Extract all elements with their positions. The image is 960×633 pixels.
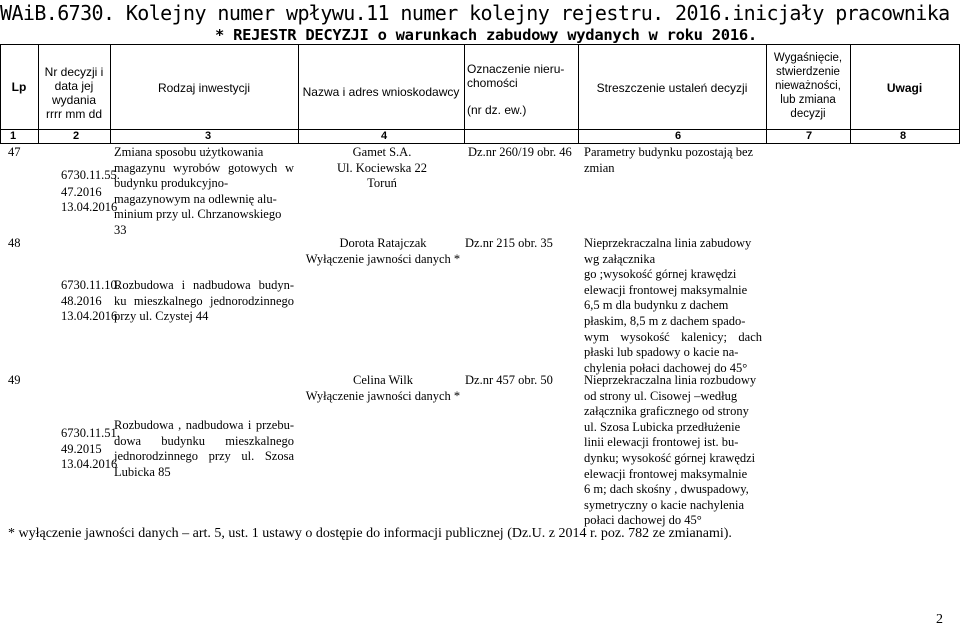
row-investment-type: Rozbudowa i nadbudowa budyn- ku mieszkalnego jednorodzinnego przy ul. Czystej 44	[114, 278, 294, 324]
row-decision-number: 6730.11.55. 47.2016 13.04.2016	[61, 168, 120, 215]
page-number: 2	[936, 612, 943, 627]
header-lp: Lp	[11, 80, 27, 94]
row-property: Dz.nr 215 obr. 35	[465, 236, 553, 250]
header-investment-type: Rodzaj inwestycji	[157, 81, 251, 95]
row-summary: Parametry budynku pozostają bez zmian	[584, 145, 754, 175]
row-summary: Nieprzekraczalna linia rozbudowy od strony ul. Cisowej –według załącznika graficznego od strony ul. Szosa Lubicka przedłużenie linii elewacji frontowej ist. bu- dynku; wysokość górnej krawędzi elewacji frontowej maksymalnie 6 m; dach skośny , dwuspadowy, symetryczny o kacie nachylenia połaci dachowej do 45°	[584, 373, 757, 528]
row-investment-type: Zmiana sposobu użytkowania magazynu wyrobów gotowych w budynku produkcyjno- magazynowym na odlewnię alu- minium przy ul. Chrzanowskiego 33	[114, 145, 294, 237]
row-decision-number: 6730.11.10. 48.2016 13.04.2016	[61, 278, 120, 324]
row-lp: 49	[8, 373, 21, 387]
column-number: 4	[381, 130, 388, 142]
header-expiry: Wygaśnięcie, stwierdzenie nieważności, lub zmiana decyzji	[773, 52, 843, 120]
column-number: 8	[900, 130, 907, 142]
column-number: 3	[205, 130, 212, 142]
row-property: Dz.nr 260/19 obr. 46	[468, 145, 572, 159]
row-applicant: Celina Wilk Wyłączenie jawności danych *	[305, 373, 461, 403]
column-number: 2	[73, 130, 80, 142]
row-property: Dz.nr 457 obr. 50	[465, 373, 553, 387]
row-summary: Nieprzekraczalna linia zabudowy wg załącznika go ;wysokość górnej krawędzi elewacji frontowej maksymalnie 6,5 m dla budynku z dachem płaskim, 8,5 m z dachem spado- wym wysokość kalenicy; dach płaski lub spadowy o kacie na- chylenia połaci dachowej do 45°	[584, 236, 762, 375]
column-number: 7	[806, 130, 813, 142]
row-lp: 48	[8, 236, 21, 250]
header-property: Oznaczenie nieru- chomości (nr dz. ew.)	[467, 62, 565, 117]
header-applicant: Nazwa i adres wnioskodawcy	[302, 85, 460, 99]
row-investment-type: Rozbudowa , nadbudowa i przebu- dowa budynku mieszkalnego jednorodzinnego przy ul. Szosa Lubicka 85	[114, 418, 294, 479]
header-summary: Streszczenie ustaleń decyzji	[596, 81, 748, 95]
column-number: 1	[10, 130, 17, 142]
row-decision-number: 6730.11.51. 49.2015 13.04.2016	[61, 426, 120, 472]
row-applicant: Dorota Ratajczak Wyłączenie jawności danych *	[305, 236, 461, 266]
header-notes: Uwagi	[886, 81, 923, 95]
footnote: * wyłączenie jawności danych – art. 5, ust. 1 ustawy o dostępie do informacji publicznej (Dz.U. z 2014 r. poz. 782 ze zmianami).	[8, 526, 732, 541]
column-number: 6	[675, 130, 682, 142]
row-applicant: Gamet S.A. Ul. Kociewska 22 Toruń	[337, 145, 427, 191]
register-subtitle: * REJESTR DECYZJI o warunkach zabudowy wydanych w roku 2016.	[215, 26, 757, 44]
row-lp: 47	[8, 145, 21, 159]
page-title: WAiB.6730. Kolejny numer wpływu.11 numer kolejny rejestru. 2016.inicjały pracownika	[0, 1, 950, 25]
header-decision-number: Nr decyzji i data jej wydania rrrr mm dd	[44, 65, 104, 121]
